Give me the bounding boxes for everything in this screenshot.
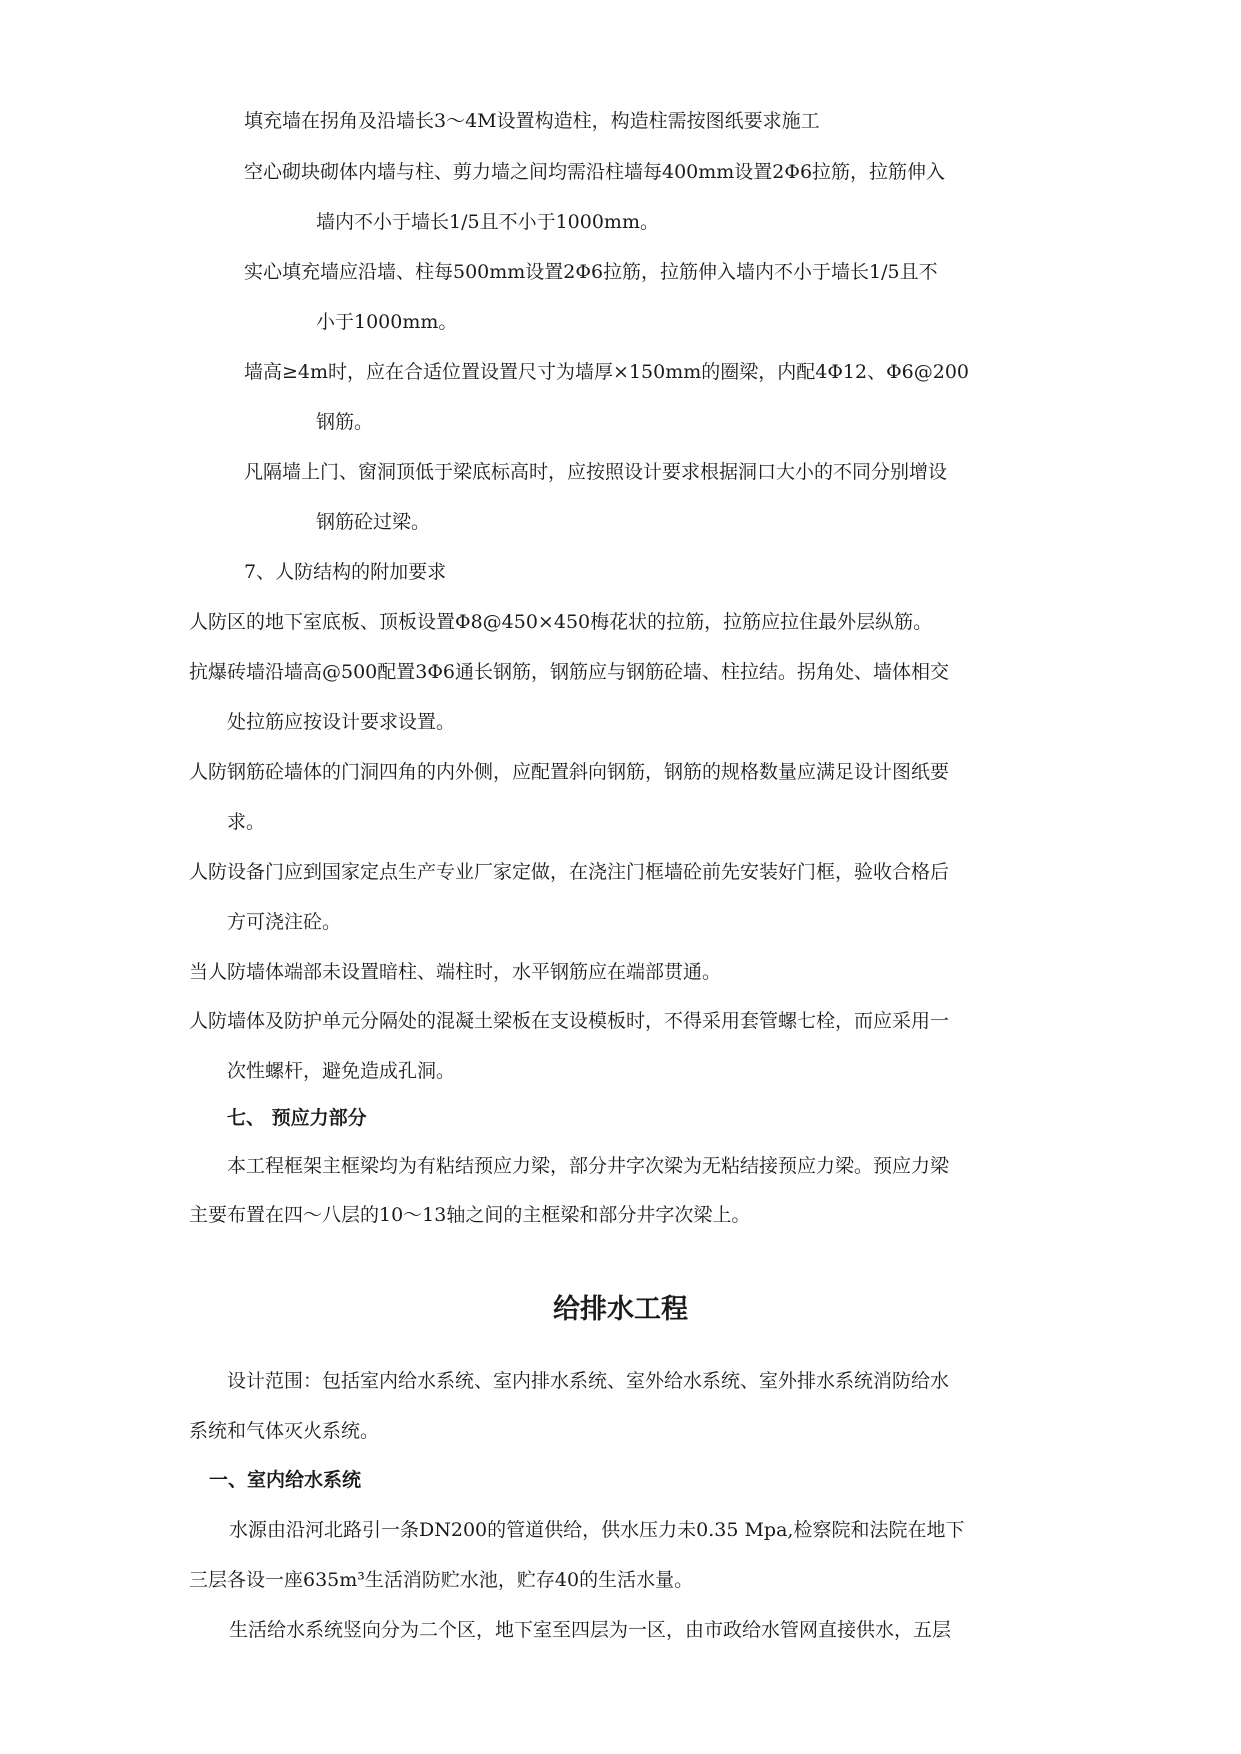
- line-6: 墙高≥4m时，应在合适位置设置尺寸为墙厚×150mm的圈梁，内配4Φ12、Φ6@200: [244, 361, 970, 383]
- line-12: 抗爆砖墙沿墙高@500配置3Φ6通长钢筋，钢筋应与钢筋砼墙、柱拉结。拐角处、墙体相交: [189, 661, 950, 683]
- line-26: 系统和气体灭火系统。: [189, 1420, 380, 1442]
- line-11: 人防区的地下室底板、顶板设置Φ8@450×450梅花状的拉筋，拉筋应拉住最外层纵筋。: [189, 611, 933, 633]
- line-23: 主要布置在四～八层的10～13轴之间的主框梁和部分井字次梁上。: [189, 1204, 751, 1226]
- line-14: 人防钢筋砼墙体的门洞四角的内外侧，应配置斜向钢筋，钢筋的规格数量应满足设计图纸要: [189, 761, 950, 783]
- line-17: 方可浇注砼。: [227, 911, 342, 933]
- line-19: 人防墙体及防护单元分隔处的混凝土梁板在支设模板时，不得采用套管螺七栓，而应采用一: [189, 1010, 950, 1032]
- section-prestress-heading: 七、 预应力部分: [227, 1107, 367, 1129]
- line-5: 小于1000mm。: [316, 311, 458, 333]
- line-28: 水源由沿河北路引一条DN200的管道供给，供水压力未0.35 Mpa,检察院和法院在地下: [229, 1519, 965, 1541]
- line-4: 实心填充墙应沿墙、柱每500mm设置2Φ6拉筋，拉筋伸入墙内不小于墙长1/5且不: [244, 261, 938, 283]
- line-13: 处拉筋应按设计要求设置。: [227, 711, 456, 733]
- line-20: 次性螺杆，避免造成孔洞。: [227, 1060, 456, 1082]
- page-title: 给排水工程: [553, 1294, 688, 1325]
- line-1: 填充墙在拐角及沿墙长3～4M设置构造柱，构造柱需按图纸要求施工: [244, 110, 820, 132]
- line-9: 钢筋砼过梁。: [316, 511, 431, 533]
- line-3: 墙内不小于墙长1/5且不小于1000mm。: [316, 211, 659, 233]
- section-indoor-water-heading: 一、室内给水系统: [209, 1469, 362, 1491]
- line-8: 凡隔墙上门、窗洞顶低于梁底标高时，应按照设计要求根据洞口大小的不同分别增设: [244, 461, 948, 483]
- line-22: 本工程框架主框梁均为有粘结预应力梁，部分井字次梁为无粘结接预应力梁。预应力梁: [227, 1155, 950, 1177]
- line-30: 生活给水系统竖向分为二个区，地下室至四层为一区，由市政给水管网直接供水，五层: [229, 1619, 952, 1641]
- line-25: 设计范围：包括室内给水系统、室内排水系统、室外给水系统、室外排水系统消防给水: [227, 1370, 950, 1392]
- section-7-heading: 7、人防结构的附加要求: [244, 561, 447, 583]
- line-18: 当人防墙体端部未设置暗柱、端柱时，水平钢筋应在端部贯通。: [189, 961, 722, 983]
- line-29: 三层各设一座635m³生活消防贮水池，贮存40的生活水量。: [189, 1569, 694, 1591]
- line-15: 求。: [227, 811, 266, 833]
- line-7: 钢筋。: [316, 411, 374, 433]
- line-16: 人防设备门应到国家定点生产专业厂家定做，在浇注门框墙砼前先安装好门框，验收合格后: [189, 861, 950, 883]
- line-2: 空心砌块砌体内墙与柱、剪力墙之间均需沿柱墙每400mm设置2Φ6拉筋，拉筋伸入: [244, 161, 946, 183]
